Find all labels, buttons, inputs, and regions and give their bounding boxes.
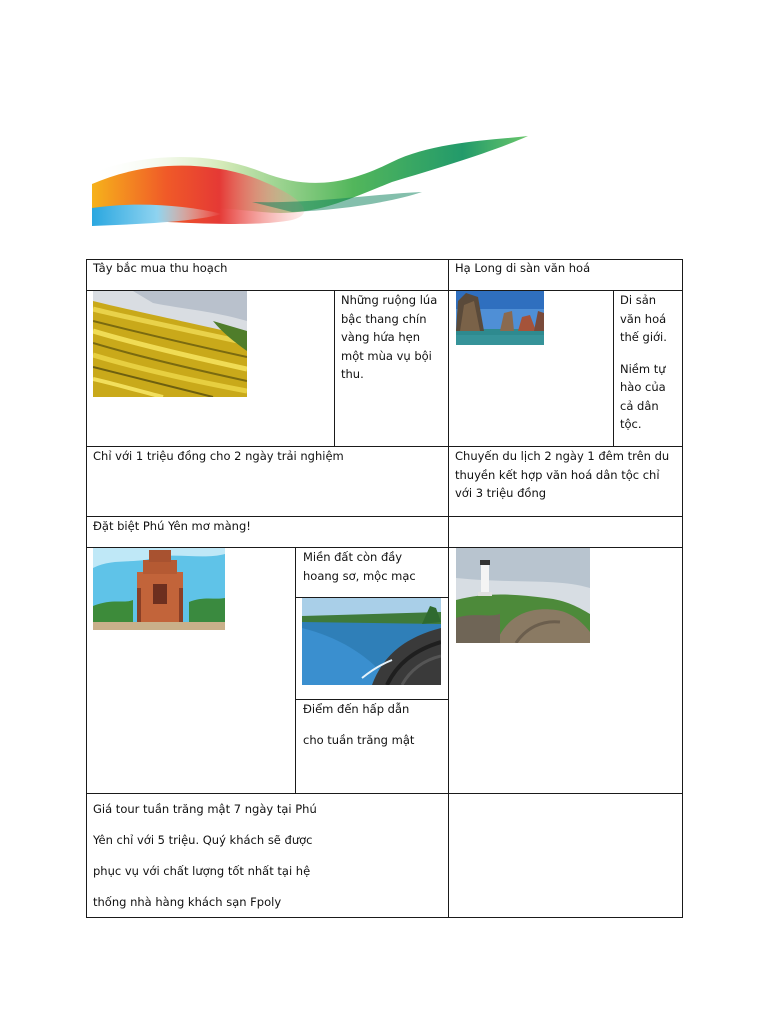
rainbow-swoosh-logo: [92, 132, 528, 228]
section-title-tay-bac: Tây bắc mua thu hoạch: [93, 261, 228, 275]
coastal-rocks-photo: [302, 598, 441, 685]
terraces-description: Những ruộng lúa bậc thang chín vàng hứa hẹn một mùa vụ bội thu.: [341, 293, 438, 381]
ha-long-description: Di sản văn hoá thế giới. Niềm tự hào của cả dân tộc.: [620, 293, 667, 431]
phu-yen-wild-text: Miền đất còn đầy hoang sơ, mộc mạc: [303, 550, 416, 583]
honeymoon-price-text: Giá tour tuần trăng mật 7 ngày tại Phú Yên chỉ với 5 triệu. Quý khách sẽ được phục vụ với chất lượng tốt nhất tại hệ thống nhà hàng khách sạn Fpoly: [93, 802, 317, 909]
column-divider: [448, 259, 449, 918]
honeymoon-destination-line1: Điểm đến hấp dẫn: [303, 702, 410, 716]
lighthouse-cliff-photo: [456, 548, 590, 643]
tay-bac-price-text: Chỉ với 1 triệu đồng cho 2 ngày trải nghiệm: [93, 449, 344, 463]
table-border-left: [86, 259, 87, 918]
cham-tower-photo: [93, 548, 225, 630]
cell-divider: [334, 290, 335, 447]
honeymoon-destination-line2: cho tuần trăng mật: [303, 733, 415, 747]
rice-terraces-photo: [93, 291, 247, 397]
cell-divider: [295, 547, 296, 794]
section-title-ha-long: Hạ Long di sàn văn hoá: [455, 261, 591, 275]
ha-long-price-text: Chuyến du lịch 2 ngày 1 đêm trên du thuyền kết hợp văn hoá dân tộc chỉ với 3 triệu đồng: [455, 449, 670, 500]
section-title-phu-yen: Đặt biệt Phú Yên mơ màng!: [93, 519, 251, 533]
cell-divider: [613, 290, 614, 447]
ha-long-bay-photo: [456, 291, 544, 345]
table-border-right: [682, 259, 683, 918]
